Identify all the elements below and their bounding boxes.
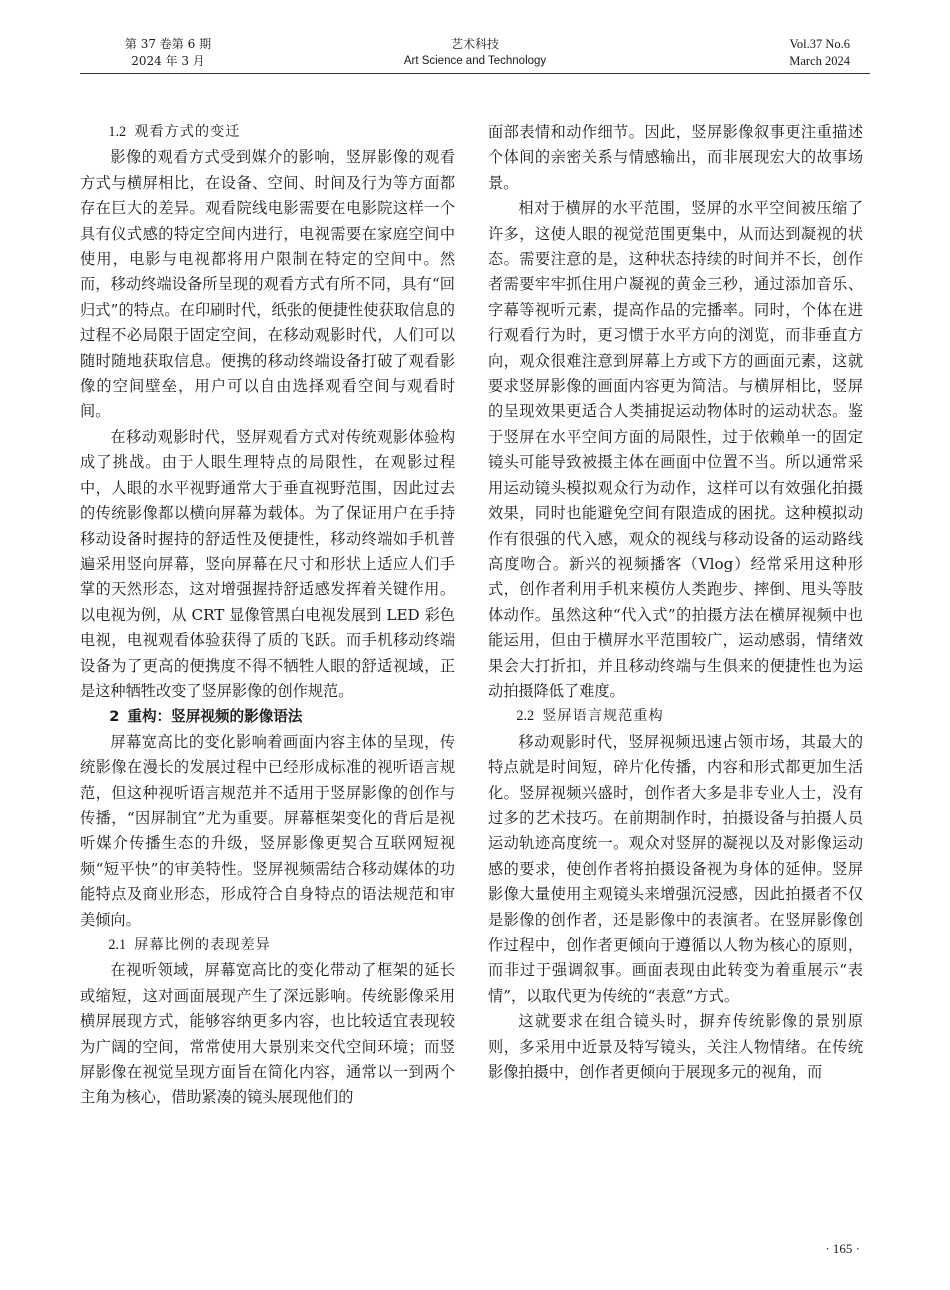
section-title: 重构：竖屏视频的影像语法 xyxy=(127,708,303,726)
page-number: · 165 · xyxy=(825,1241,860,1256)
section-heading-2-1 xyxy=(80,933,455,958)
section-heading-1-2 xyxy=(80,120,455,145)
left-column xyxy=(80,120,455,1111)
paragraph: 相对于横屏的水平范围，竖屏的水平空间被压缩了许多，这使人眼的视觉范围更集中，从而达到凝视的状态。需要注意的是，这种状态持续的时间并不长，创作者需要牢牢抓住用户凝视的黄金三秒，通过添加音乐、字幕等视听元素，提高作品的完播率。同时，个体在进行观看行为时，更习惯于水平方向的浏览，而非垂直方向，观众很难注意到屏幕上方或下方的画面元素，这就要求竖屏影像的画面内容更为简洁。与横屏相比，竖屏的呈现效果更适合人类捕捉运动物体时的运动状态。鉴于竖屏在水平空间方面的局限性，过于依赖单一的固定镜头可能导致被摄主体在画面中位置不当。所以通常采用运动镜头模拟观众行为动作，这样可以有效强化拍摄效果，同时也能避免空间有限造成的困扰。这种模拟动作有很强的代入感，观众的视线与移动设备的运动路线高度吻合。新兴的视频播客（Vlog）经常采用这种形式，创作者利用手机来模仿人类跑步、摔倒、甩头等肢体动作。虽然这种“代入式”的拍摄方法在横屏视频中也能运用，但由于横屏水平范围较广，运动感弱，情绪效果会大打折扣，并且移动终端与生俱来的便捷性也为运动拍摄降低了难度。 xyxy=(488,199,863,700)
paragraph: 在视听领域，屏幕宽高比的变化带动了框架的延长或缩短，这对画面展现产生了深远影响。传统影像采用横屏展现方式，能够容纳更多内容，也比较适宜表现较为广阔的空间，常常使用大景别来交代空间环境；而竖屏影像在视觉呈现方面旨在简化内容，通常以一到两个主角为核心，借助紧凑的镜头展现他们的 xyxy=(80,961,455,1107)
section-number: 2.2 xyxy=(516,708,535,725)
page-header xyxy=(0,0,950,80)
header-journal xyxy=(375,36,575,70)
header-date-en: March 2024 xyxy=(789,54,850,68)
header-date-cn: 2024 年 3 月 xyxy=(131,54,205,68)
paragraph: 这就要求在组合镜头时，摒弃传统影像的景别原则，多采用中近景及特写镜头，关注人物情绪。在传统影像拍摄中，创作者更倾向于展现多元的视角，而 xyxy=(488,1012,863,1082)
section-heading-2 xyxy=(80,704,455,729)
header-volume-en: Vol.37 No.6 xyxy=(789,37,850,51)
header-issue-en xyxy=(730,36,850,70)
section-number: 1.2 xyxy=(108,124,127,140)
paragraph: 面部表情和动作细节。因此，竖屏影像叙事更注重描述个体间的亲密关系与情感输出，而非展现宏大的故事场景。 xyxy=(488,123,863,192)
section-number: 2 xyxy=(109,708,120,726)
section-title: 观看方式的变迁 xyxy=(134,124,241,140)
paragraph: 影像的观看方式受到媒介的影响，竖屏影像的观看方式与横屏相比，在设备、空间、时间及行为等方面都存在巨大的差异。观看院线电影需要在电影院这样一个具有仪式感的特定空间内进行，电视需要在家庭空间中使用，电影与电视都将用户限制在特定的空间中。然而，移动终端设备所呈现的观看方式有所不同，具有“回归式”的特点。在印刷时代，纸张的便捷性使获取信息的过程不必局限于固定空间，在移动观影时代，人们可以随时随地获取信息。便携的移动终端设备打破了观看影像的空间壁垒，用户可以自由选择观看空间与观看时间。 xyxy=(80,148,455,421)
section-number: 2.1 xyxy=(108,937,127,953)
right-column xyxy=(488,120,863,1085)
paragraph: 移动观影时代，竖屏视频迅速占领市场，其最大的特点就是时间短，碎片化传播，内容和形式都更加生活化。竖屏视频兴盛时，创作者大多是非专业人士，没有过多的艺术技巧。在前期制作时，拍摄设备与拍摄人员运动轨迹高度统一。观众对竖屏的凝视以及对影像运动感的要求，使创作者将拍摄设备视为身体的延伸。竖屏影像大量使用主观镜头来增强沉浸感，因此拍摄者不仅是影像的创作者，还是影像中的表演者。在竖屏影像创作过程中，创作者更倾向于遵循以人物为核心的原则，而非过于强调叙事。画面表现由此转变为着重展示“表情”，以取代更为传统的“表意”方式。 xyxy=(488,732,863,1005)
header-issue-cn xyxy=(108,36,228,70)
section-title: 屏幕比例的表现差异 xyxy=(134,937,271,953)
paragraph: 在移动观影时代，竖屏观看方式对传统观影体验构成了挑战。由于人眼生理特点的局限性，在观影过程中，人眼的水平视野通常大于垂直视野范围，因此过去的传统影像都以横向屏幕为载体。为了保证用户在手持移动设备时握持的舒适性及便捷性，移动终端如手机普遍采用竖向屏幕，竖向屏幕在尺寸和形状上适应人们手掌的天然形态，这对增强握持舒适感发挥着关键作用。以电视为例，从 CRT 显像管黑白电视发展到 LED 彩色电视，电视观看体验获得了质的飞跃。而手机移动终端设备为了更高的便携度不得不牺牲人眼的舒适视域，正是这种牺牲改变了竖屏影像的创作规范。 xyxy=(80,427,455,700)
header-journal-en: Art Science and Technology xyxy=(403,55,547,67)
header-rule xyxy=(80,73,870,74)
section-title: 竖屏语言规范重构 xyxy=(542,708,664,725)
section-heading-2-2 xyxy=(488,704,863,729)
header-volume-cn: 第 37 卷第 6 期 xyxy=(124,37,212,51)
header-journal-cn: 艺术科技 xyxy=(450,37,499,51)
paragraph: 屏幕宽高比的变化影响着画面内容主体的呈现，传统影像在漫长的发展过程中已经形成标准的视听语言规范，但这种视听语言规范并不适用于竖屏影像的创作与传播，“因屏制宜”尤为重要。屏幕框架变化的背后是视听媒介传播生态的升级，竖屏影像更契合互联网短视频“短平快”的审美特性。竖屏视频需结合移动媒体的功能特点及商业形态，形成符合自身特点的语法规范和审美倾向。 xyxy=(80,732,455,929)
